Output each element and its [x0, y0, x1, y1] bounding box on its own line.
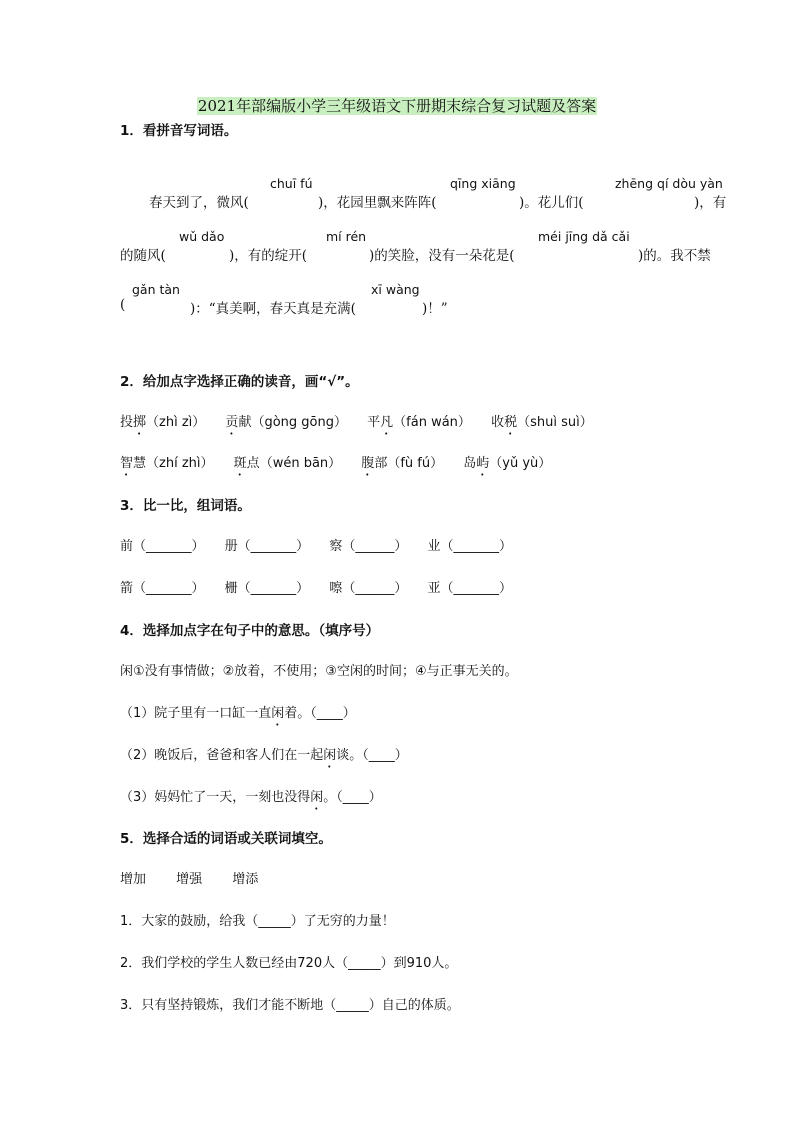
q3-item: 册（_______）: [224, 539, 310, 554]
q1-line3-c: )！”: [422, 301, 448, 317]
q3-item: 业（_______）: [427, 539, 512, 554]
pinyin-options: （yǔ yù）: [489, 456, 552, 471]
dotted-char: 掷: [133, 415, 147, 430]
q2-item: 腹部（fù fú）: [361, 456, 444, 471]
pinyin-mi-ren: mí rén: [326, 229, 367, 244]
q3-item: 嚓（______）: [329, 581, 408, 596]
q2-item: 斑点（wén bān）: [233, 456, 342, 471]
q4-heading: 4．选择加点字在句子中的意思。（填序号）: [120, 623, 380, 639]
q4-item-3: （3）妈妈忙了一天，一刻也没得闲。（____）: [120, 790, 382, 805]
q3-heading: 3．比一比，组词语。: [120, 498, 251, 514]
q5-heading: 5．选择合适的词语或关联词填空。: [120, 831, 332, 847]
dotted-char: 闲: [323, 748, 337, 763]
q3-item: 箭（_______）: [120, 581, 205, 596]
q1-line2-a: 的随风(: [120, 248, 166, 264]
dotted-char: 闲: [310, 790, 324, 805]
dotted-char: 贡: [225, 415, 239, 430]
pinyin-options: （shuì suì）: [517, 415, 593, 430]
q1-line1-b: )，花园里飘来阵阵(: [318, 195, 437, 211]
q2-item: 贡献（gòng gōng）: [225, 415, 347, 430]
pinyin-gan-tan: gǎn tàn: [132, 282, 180, 297]
pinyin-options: （zhì zì）: [146, 415, 206, 430]
dotted-char: 屿: [476, 456, 490, 471]
q2-item: 智慧（zhí zhì）: [120, 456, 214, 471]
pinyin-options: （gòng gōng）: [251, 415, 347, 430]
dotted-char: 斑: [233, 456, 247, 471]
dotted-char: 智: [120, 456, 134, 471]
q1-line2-b: )，有的绽开(: [229, 248, 308, 264]
dotted-char: 税: [504, 415, 518, 430]
q1-line1-d: )，有: [694, 195, 727, 211]
q3-item: 栅（_______）: [224, 581, 310, 596]
dotted-char: 腹: [361, 456, 375, 471]
q2-item: 平凡（fán wán）: [367, 415, 471, 430]
word-option: 增加: [120, 872, 147, 887]
pinyin-chui-fu: chuī fú: [270, 176, 313, 191]
q5-word-bank: [120, 868, 258, 887]
q1-line2-d: )的。我不禁: [638, 248, 711, 264]
q2-heading: 2．给加点字选择正确的读音，画“√”。: [120, 374, 359, 390]
q3-item: 察（______）: [329, 539, 408, 554]
q1-line2-c: )的笑脸，没有一朵花是(: [369, 248, 515, 264]
q1-line1-a: 春天到了，微风(: [149, 195, 249, 211]
q2-item: 投掷（zhì zì）: [120, 415, 206, 430]
q5-item-2: 2．我们学校的学生人数已经由720人（_____）到910人。: [120, 956, 458, 971]
q3-item: 前（_______）: [120, 539, 205, 554]
pinyin-options: （fù fú）: [387, 456, 444, 471]
q5-item-1: 1．大家的鼓励，给我（_____）了无穷的力量！: [120, 914, 395, 929]
q2-row1: [120, 411, 593, 438]
pinyin-zheng-qi-dou-yan: zhēng qí dòu yàn: [615, 176, 723, 191]
pinyin-wu-dao: wǔ dǎo: [179, 229, 225, 244]
title-text: 2021年部编版小学三年级语文下册期末综合复习试题及答案: [197, 97, 597, 115]
pinyin-options: （zhí zhì）: [146, 456, 214, 471]
q3-row1: [120, 535, 512, 554]
dotted-char: 凡: [380, 415, 394, 430]
q2-item: 收税（shuì suì）: [491, 415, 593, 430]
q3-row2: [120, 577, 512, 596]
q4-item-1: （1）院子里有一口缸一直闲着。（____）: [120, 706, 356, 721]
q4-definition: 闲①没有事情做；②放着，不使用；③空闲的时间；④与正事无关的。: [120, 664, 518, 679]
dotted-char: 闲: [271, 706, 285, 721]
q2-row2: [120, 452, 551, 479]
q1-line3-a: (: [120, 297, 126, 313]
pinyin-mei-jing-da-cai: méi jīng dǎ cǎi: [538, 229, 630, 244]
q1-line1-c: )。花儿们(: [519, 195, 584, 211]
q4-item-2: （2）晚饭后，爸爸和客人们在一起闲谈。（____）: [120, 748, 408, 763]
pinyin-qing-xiang: qīng xiāng: [450, 176, 516, 191]
q1-line3-b: )：“真美啊，春天真是充满(: [190, 301, 356, 317]
q5-item-3: 3．只有坚持锻炼，我们才能不断地（_____）自己的体质。: [120, 998, 460, 1013]
pinyin-xi-wang: xī wàng: [371, 282, 420, 297]
document-title: [0, 96, 794, 116]
word-option: 增强: [176, 872, 203, 887]
pinyin-options: （fán wán）: [393, 415, 471, 430]
q2-item: 岛屿（yǔ yù）: [463, 456, 552, 471]
word-option: 增添: [232, 872, 259, 887]
pinyin-options: （wén bān）: [259, 456, 342, 471]
q1-heading: 1．看拼音写词语。: [120, 123, 238, 139]
q3-item: 亚（_______）: [427, 581, 512, 596]
